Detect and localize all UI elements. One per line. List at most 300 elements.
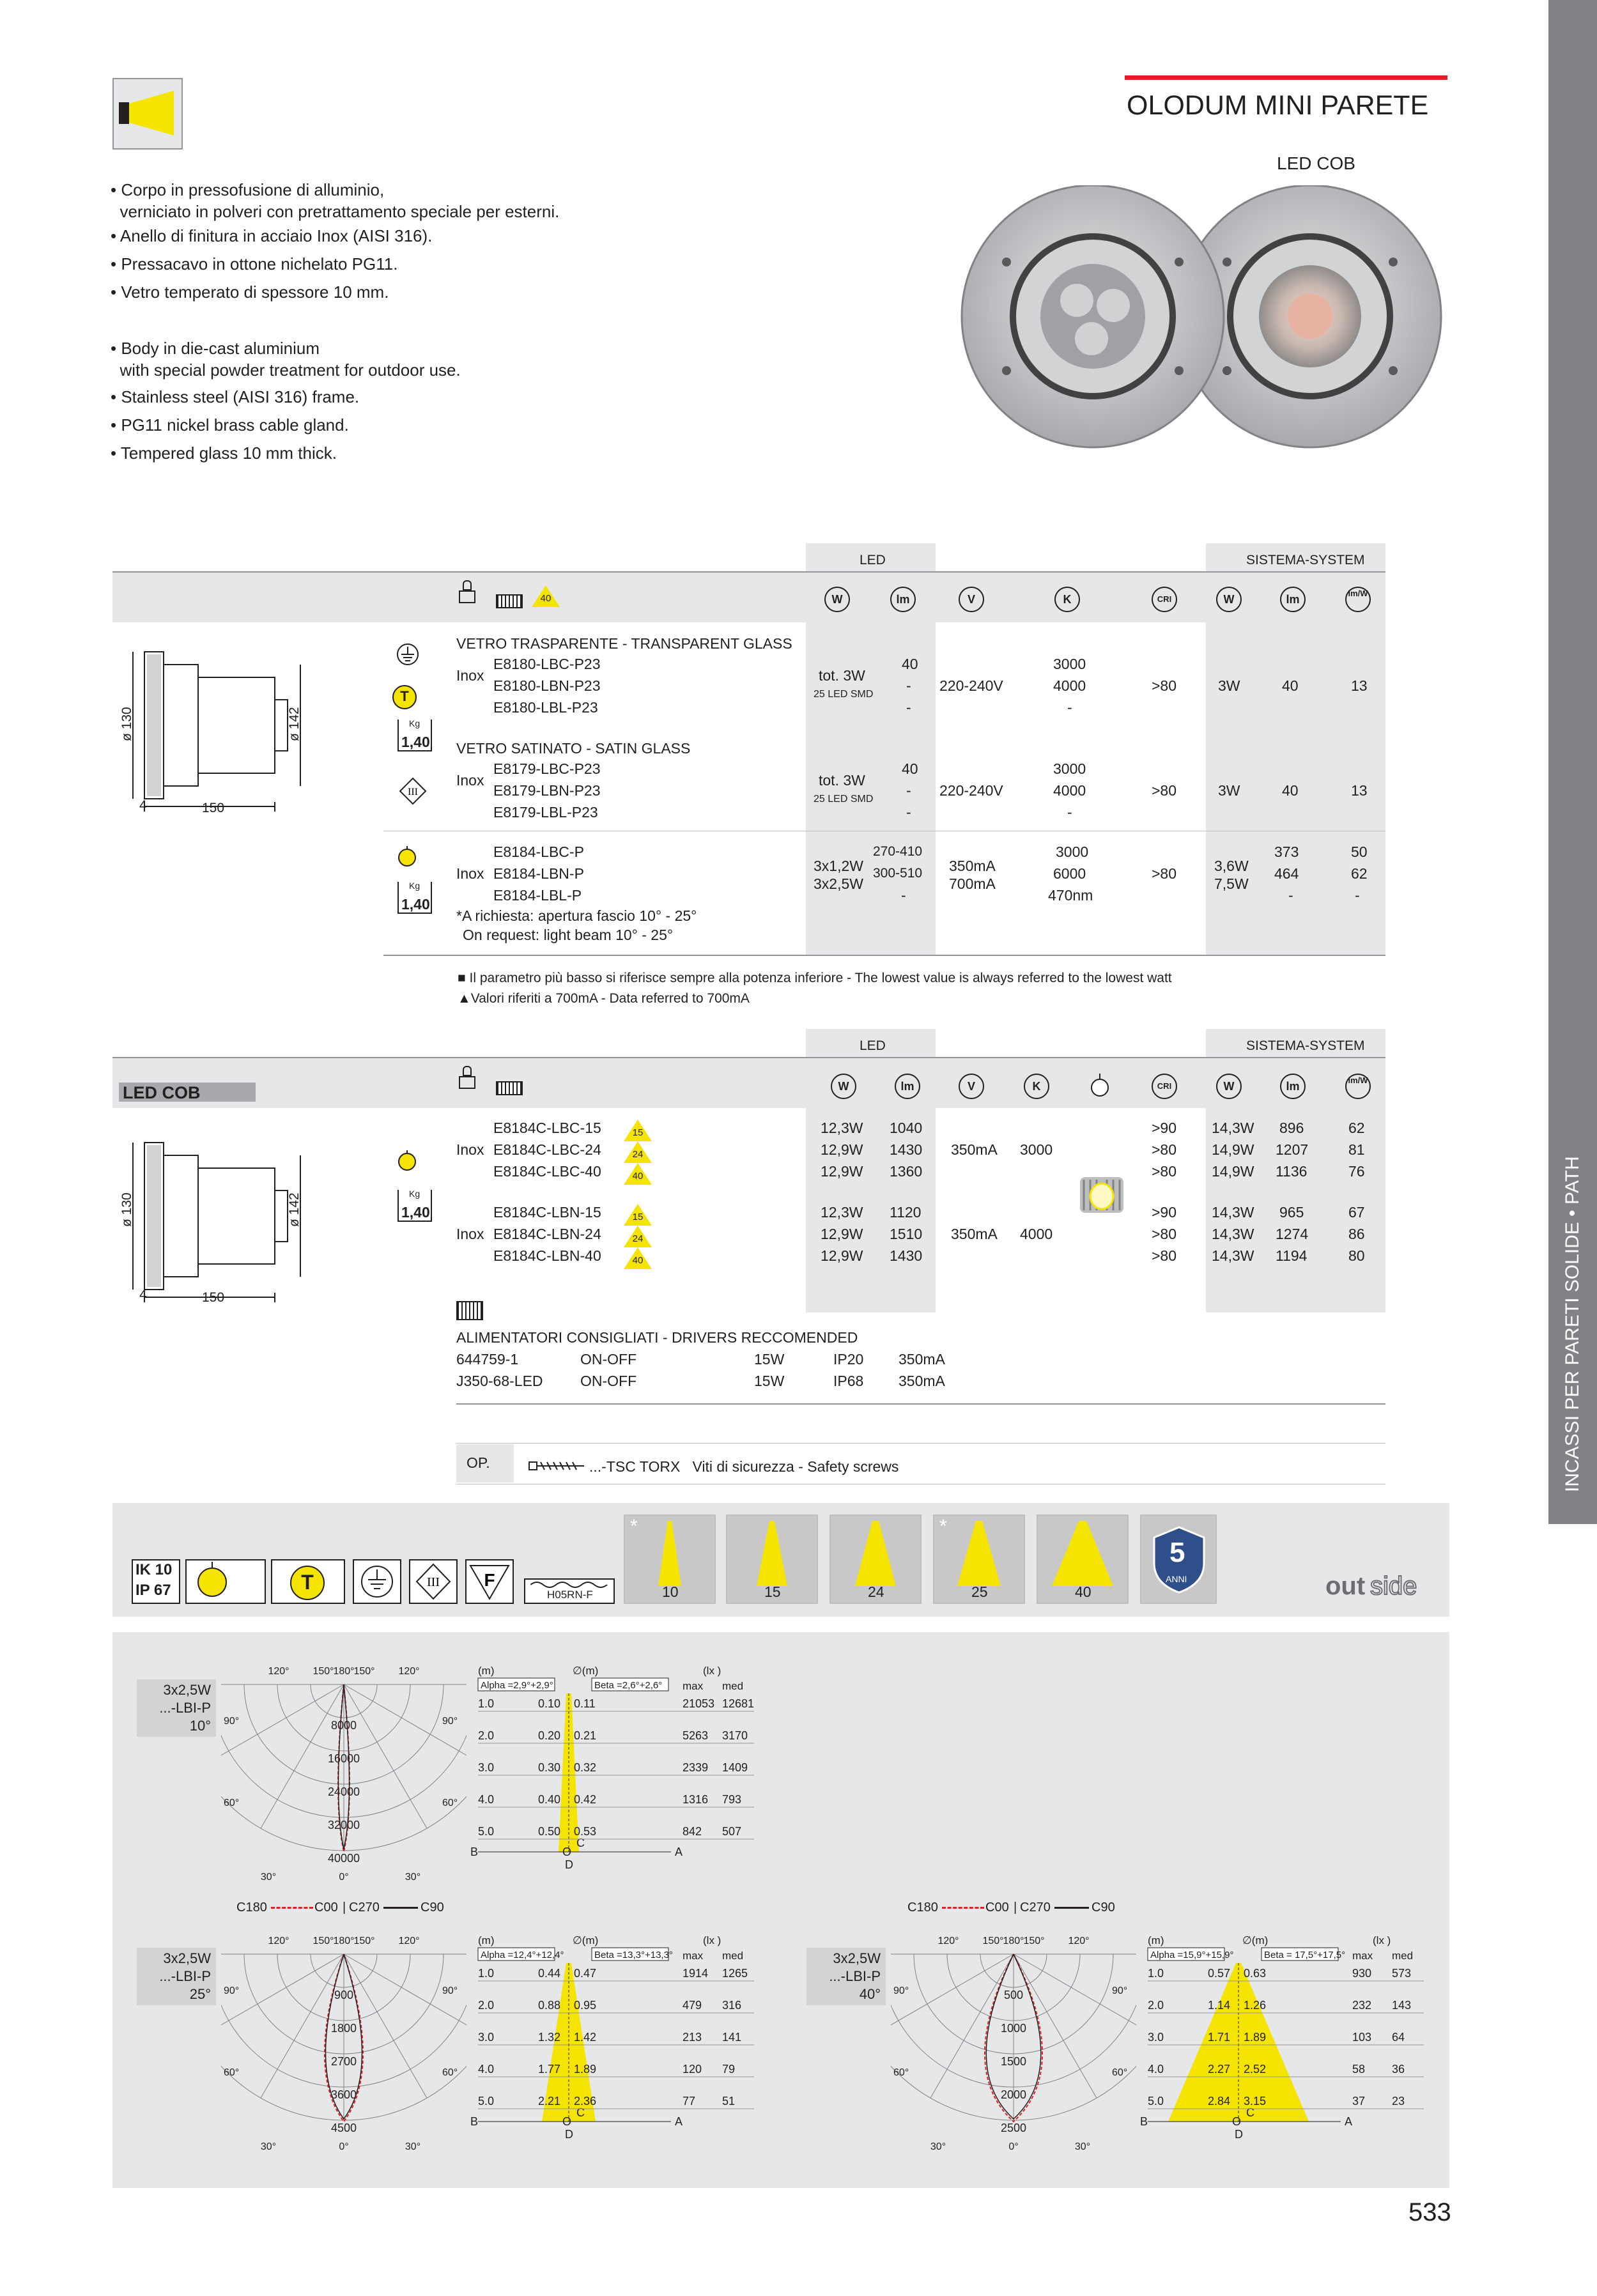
sec3-note-en: On request: light beam 10° - 25° bbox=[463, 927, 674, 943]
weight-value: 1,40 bbox=[401, 734, 430, 750]
dim-depth: 4 bbox=[139, 798, 147, 813]
svg-text:III: III bbox=[427, 1575, 440, 1589]
earth-cert-icon bbox=[353, 1559, 401, 1604]
photo2-label-3: 25° bbox=[189, 1986, 211, 2002]
sec2-voltage: 220-240V bbox=[939, 782, 1003, 799]
cone-row-d1: 1.14 bbox=[1208, 1999, 1231, 2012]
driver-2-code: J350-68-LED bbox=[456, 1373, 543, 1389]
polar-tick-label: 4500 bbox=[330, 2122, 357, 2134]
sec1-lm-3: - bbox=[906, 699, 911, 716]
feature-it-4: • Pressacavo in ottone nichelato PG11. bbox=[111, 254, 398, 274]
sec2-title: VETRO SATINATO - SATIN GLASS bbox=[456, 740, 691, 757]
t2a-k: 3000 bbox=[1020, 1141, 1053, 1158]
cone-row-m: 5.0 bbox=[1148, 2095, 1164, 2107]
cone-header-lx: (lx ) bbox=[703, 1665, 721, 1677]
t2-weight-value: 1,40 bbox=[401, 1204, 430, 1221]
driver-1-ma: 350mA bbox=[899, 1351, 945, 1368]
polar-angle-label: 0° bbox=[1008, 2141, 1019, 2152]
cone-header-m: (m) bbox=[478, 1665, 495, 1677]
polar-spoke bbox=[891, 1954, 1014, 2037]
cone-row-d2: 2.36 bbox=[574, 2095, 597, 2107]
cone-row-med: 1409 bbox=[722, 1761, 748, 1774]
cone-row-d2: 1.26 bbox=[1244, 1999, 1267, 2012]
sec3-sys-lmw-3: - bbox=[1355, 887, 1360, 904]
outside-logo-out: out bbox=[1325, 1572, 1366, 1600]
t2a-cri-1: >90 bbox=[1152, 1120, 1177, 1136]
sec3-sys-lm-1: 373 bbox=[1274, 844, 1299, 860]
alpha-label: Alpha =12,4°+12,4° bbox=[481, 1950, 564, 1961]
sec3-code-3: E8184-LBL-P bbox=[493, 887, 582, 904]
feature-it-2: verniciato in polveri con pretrattamento speciale per esterni. bbox=[111, 202, 560, 221]
ik-rating: IK 10 bbox=[135, 1561, 173, 1578]
t2a-slmw-3: 76 bbox=[1348, 1163, 1365, 1180]
driver-1-mode: ON-OFF bbox=[580, 1351, 637, 1368]
cone-row-med: 316 bbox=[722, 1999, 742, 2012]
feature-en-4: • PG11 nickel brass cable gland. bbox=[111, 415, 349, 435]
cone-row-max: 21053 bbox=[683, 1697, 715, 1710]
col-sys-lm-icon: lm bbox=[1280, 587, 1306, 612]
cone-row-max: 232 bbox=[1352, 1999, 1372, 2012]
cone-header-max: max bbox=[1352, 1950, 1373, 1962]
sec3-sys-w-2: 7,5W bbox=[1214, 875, 1249, 892]
t2-col-sys-w-icon: W bbox=[1216, 1074, 1242, 1099]
cone-row-max: 58 bbox=[1352, 2063, 1366, 2076]
cone-header-med: med bbox=[722, 1680, 744, 1692]
outside-logo bbox=[1325, 1571, 1428, 1604]
polar-tick-label: 1000 bbox=[1000, 2022, 1027, 2035]
cone-label-d: D bbox=[565, 2128, 573, 2141]
polar-angle-label: 60° bbox=[893, 2067, 909, 2078]
col-w-icon: W bbox=[824, 587, 850, 612]
t2a-w-3: 12,9W bbox=[821, 1163, 863, 1180]
warranty-label: ANNI bbox=[1166, 1574, 1187, 1584]
beam-icon-15 bbox=[726, 1514, 818, 1604]
warranty-years: 5 bbox=[1169, 1537, 1185, 1568]
sec3-power-2: 3x2,5W bbox=[814, 875, 863, 892]
driver-2-ma: 350mA bbox=[899, 1373, 945, 1389]
sec1-sys-w: 3W bbox=[1218, 677, 1240, 694]
cone-row-m: 4.0 bbox=[478, 2063, 495, 2076]
t2-col-w-icon: W bbox=[831, 1074, 856, 1099]
polar-tick-label: 40000 bbox=[327, 1852, 360, 1865]
cone-row-max: 842 bbox=[683, 1825, 702, 1838]
cone-chart-1 bbox=[460, 1660, 760, 1884]
cone-header-m: (m) bbox=[1148, 1934, 1164, 1946]
beam-icon-40 bbox=[1037, 1514, 1129, 1604]
polar-tick-label: 24000 bbox=[327, 1785, 360, 1798]
t2b-slm-1: 965 bbox=[1279, 1204, 1304, 1221]
polar-angle-label: 120° bbox=[268, 1936, 289, 1946]
sec1-lm-1: 40 bbox=[902, 656, 918, 672]
col-lm-icon: lm bbox=[890, 587, 916, 612]
cone-label-o: O bbox=[562, 2115, 572, 2128]
footnote-1-text: Il parametro più basso si riferisce sempre alla potenza inferiore - The lowest value is always referred to the lowest watt bbox=[469, 971, 1172, 985]
cone-row-d1: 0.40 bbox=[538, 1793, 561, 1806]
t2a-slmw-2: 81 bbox=[1348, 1141, 1365, 1158]
t2a-current: 350mA bbox=[951, 1141, 998, 1158]
t2b-lm-1: 1120 bbox=[890, 1204, 922, 1221]
cone-row-d1: 0.10 bbox=[538, 1697, 561, 1710]
photo3-label-2: ...-LBI-P bbox=[829, 1968, 881, 1984]
legend-c270: C270 bbox=[349, 1900, 380, 1915]
t2a-w-2: 12,9W bbox=[821, 1141, 863, 1158]
cone-row-d2: 0.32 bbox=[574, 1761, 597, 1774]
t2-col-sys-lmw-icon: lm/W bbox=[1345, 1074, 1371, 1099]
polar-angle-label: 120° bbox=[937, 1936, 959, 1946]
polar-angle-label: 90° bbox=[442, 1716, 458, 1727]
beam-icon-24 bbox=[829, 1514, 922, 1604]
t2b-current: 350mA bbox=[951, 1226, 998, 1242]
table2-label: LED COB bbox=[123, 1083, 201, 1102]
polar-angle-label: 90° bbox=[442, 1985, 458, 1996]
cone-label-b: B bbox=[470, 1845, 479, 1858]
polar-angle-label: 120° bbox=[398, 1666, 420, 1677]
sec1-finish: Inox bbox=[456, 667, 484, 684]
cone-row-med: 1265 bbox=[722, 1967, 748, 1980]
photo2-label-2: ...-LBI-P bbox=[159, 1968, 211, 1984]
polar-angle-label: 30° bbox=[405, 1872, 421, 1883]
t2a-code-3: E8184C-LBC-40 bbox=[493, 1163, 601, 1180]
t2-col-k-icon: K bbox=[1024, 1074, 1049, 1099]
t2a-code-1: E8184C-LBC-15 bbox=[493, 1120, 601, 1136]
weight-icon bbox=[397, 720, 432, 751]
options-top-rule bbox=[456, 1443, 1385, 1444]
cone-row-max: 479 bbox=[683, 1999, 702, 2012]
legend-c180: C180 bbox=[236, 1900, 267, 1915]
sec3-power-1: 3x1,2W bbox=[814, 858, 863, 874]
polar-tick-label: 8000 bbox=[330, 1719, 357, 1732]
t2a-slmw-1: 62 bbox=[1348, 1120, 1365, 1136]
cone-row-d2: 0.42 bbox=[574, 1793, 597, 1806]
t2b-beam-1-icon bbox=[624, 1204, 652, 1226]
t2-bulb-icon bbox=[397, 1150, 417, 1173]
beta-label: Beta =13,3°+13,3° bbox=[594, 1950, 673, 1961]
bulb-cert-icon bbox=[185, 1559, 266, 1604]
beam-label-40: 40 bbox=[1075, 1583, 1092, 1600]
sec3-sys-lm-3: - bbox=[1288, 887, 1293, 904]
polar-angle-label: 150° bbox=[982, 1936, 1004, 1946]
t2a-slm-3: 1136 bbox=[1276, 1163, 1308, 1180]
cone-row-m: 5.0 bbox=[478, 1825, 495, 1838]
cone-row-m: 1.0 bbox=[1148, 1967, 1164, 1980]
table2-group-led: LED bbox=[860, 1038, 886, 1053]
t2a-lm-2: 1430 bbox=[890, 1141, 923, 1158]
ip-rating: IP 67 bbox=[135, 1582, 171, 1599]
polar-angle-label: 120° bbox=[398, 1936, 420, 1946]
cone-row-m: 4.0 bbox=[478, 1793, 495, 1806]
photo3-label-3: 40° bbox=[859, 1986, 881, 2002]
cone-row-m: 2.0 bbox=[1148, 1999, 1164, 2012]
cone-row-d1: 0.30 bbox=[538, 1761, 561, 1774]
t2a-beam-2-icon bbox=[624, 1141, 652, 1163]
svg-text:*: * bbox=[630, 1516, 638, 1537]
dim2-width: 150 bbox=[202, 1290, 225, 1305]
sec1-code-2: E8180-LBN-P23 bbox=[493, 677, 601, 694]
cone-label-b: B bbox=[1140, 2115, 1148, 2128]
cone-row-d2: 0.53 bbox=[574, 1825, 597, 1838]
sec1-code-1: E8180-LBC-P23 bbox=[493, 656, 601, 672]
t2b-beam-3-icon bbox=[624, 1247, 652, 1269]
cone-row-d1: 2.27 bbox=[1208, 2063, 1231, 2076]
t2-col-lm-icon: lm bbox=[895, 1074, 920, 1099]
polar-angle-label: 120° bbox=[1068, 1936, 1090, 1946]
screw-icon bbox=[528, 1460, 585, 1472]
driver-2-ip: IP68 bbox=[833, 1373, 864, 1389]
cone-header-lx: (lx ) bbox=[703, 1934, 721, 1946]
cone-row-d1: 0.57 bbox=[1208, 1967, 1231, 1980]
polar-angle-label: 30° bbox=[1074, 2141, 1091, 2152]
cone-row-max: 5263 bbox=[683, 1729, 709, 1742]
svg-text:III: III bbox=[408, 787, 418, 797]
sec1-power: tot. 3W bbox=[819, 667, 865, 684]
polar-tick-label: 2000 bbox=[1000, 2088, 1027, 2101]
beam-label-24: 24 bbox=[868, 1583, 884, 1600]
beta-label: Beta = 17,5°+17,5° bbox=[1264, 1950, 1346, 1961]
sec2-k-2: 4000 bbox=[1053, 782, 1086, 799]
feature-en-5: • Tempered glass 10 mm thick. bbox=[111, 443, 337, 463]
sec3-lm-1: 270-410 bbox=[873, 844, 923, 859]
beta-label: Beta =2,6°+2,6° bbox=[594, 1680, 663, 1691]
cone-chart-3 bbox=[1130, 1930, 1430, 2153]
cone-row-m: 2.0 bbox=[478, 1729, 495, 1742]
cone-label-c: C bbox=[576, 1837, 585, 1849]
polar-chart-1 bbox=[221, 1665, 467, 1883]
cone-label-c: C bbox=[576, 2106, 585, 2119]
photo3-label-box bbox=[806, 1948, 886, 2005]
sec3-current-1: 350mA bbox=[949, 858, 996, 874]
t2a-code-2: E8184C-LBC-24 bbox=[493, 1141, 601, 1158]
t2-weight-label: Kg bbox=[409, 1189, 420, 1199]
sec3-k-2: 6000 bbox=[1053, 865, 1086, 882]
cone-header-max: max bbox=[683, 1950, 704, 1962]
polar-tick-label: 1500 bbox=[1000, 2055, 1027, 2068]
sec3-current-2: 700mA bbox=[949, 875, 996, 892]
polar-angle-label: 30° bbox=[260, 2141, 277, 2152]
t2a-beam-3: 40 bbox=[632, 1171, 644, 1182]
sec3-code-1: E8184-LBC-P bbox=[493, 844, 584, 860]
cone-label-o: O bbox=[562, 1845, 572, 1858]
beam-icon-25 bbox=[933, 1514, 1025, 1604]
cone-row-d1: 0.20 bbox=[538, 1729, 561, 1742]
t-cert-icon: T bbox=[271, 1559, 345, 1604]
t2a-beam-2: 24 bbox=[632, 1149, 644, 1160]
cone-row-d2: 0.95 bbox=[574, 1999, 597, 2012]
t2b-w-3: 12,9W bbox=[821, 1247, 863, 1264]
sec1-k-3: - bbox=[1067, 699, 1072, 716]
t2a-sw-3: 14,9W bbox=[1212, 1163, 1254, 1180]
polar-angle-label: 0° bbox=[339, 2141, 349, 2152]
dim2-depth: 4 bbox=[139, 1288, 147, 1302]
polar-angle-label: 150° bbox=[312, 1666, 334, 1677]
weight-icon-2 bbox=[397, 882, 432, 914]
weight-label: Kg bbox=[409, 718, 420, 728]
table2-bottom-rule bbox=[456, 1403, 1385, 1405]
t2b-w-1: 12,3W bbox=[821, 1204, 863, 1221]
cone-label-o: O bbox=[1232, 2115, 1242, 2128]
cone-row-d1: 1.71 bbox=[1208, 2031, 1231, 2044]
polar-angle-label: 150° bbox=[353, 1666, 375, 1677]
sec2-sys-w: 3W bbox=[1218, 782, 1240, 799]
sec3-sys-lmw-2: 62 bbox=[1351, 865, 1368, 882]
svg-text:F: F bbox=[484, 1570, 495, 1590]
page-subtitle: LED COB bbox=[1277, 153, 1355, 173]
col-cri-icon: CRI bbox=[1152, 587, 1177, 612]
t2b-slm-2: 1274 bbox=[1276, 1226, 1309, 1242]
t2a-lm-1: 1040 bbox=[890, 1120, 923, 1136]
sec3-sys-w-1: 3,6W bbox=[1214, 858, 1249, 874]
driver-1-code: 644759-1 bbox=[456, 1351, 519, 1368]
cone-row-max: 213 bbox=[683, 2031, 702, 2044]
sec3-code-2: E8184-LBN-P bbox=[493, 865, 584, 882]
cone-header-d: ∅(m) bbox=[573, 1665, 599, 1677]
page-number: 533 bbox=[1408, 2198, 1451, 2226]
t2b-lm-3: 1430 bbox=[890, 1247, 923, 1264]
cone-row-med: 79 bbox=[722, 2063, 736, 2076]
sec2-power: tot. 3W bbox=[819, 772, 865, 789]
cone-row-d2: 0.21 bbox=[574, 1729, 597, 1742]
polar-angle-label: 30° bbox=[930, 2141, 946, 2152]
polar-angle-label: 60° bbox=[1112, 2067, 1128, 2078]
svg-text:*: * bbox=[939, 1516, 947, 1537]
legend-r-c90: C90 bbox=[1092, 1900, 1115, 1915]
technical-drawing-2 bbox=[115, 1130, 313, 1309]
sec3-lm-3: - bbox=[901, 887, 906, 904]
polar-tick-label: 16000 bbox=[327, 1752, 360, 1765]
polar-angle-label: 180° bbox=[333, 1666, 355, 1677]
photo1-label-1: 3x2,5W bbox=[163, 1682, 211, 1698]
polar-tick-label: 3600 bbox=[330, 2088, 357, 2101]
t-rating-icon: T bbox=[392, 685, 417, 709]
cone-row-d2: 0.47 bbox=[574, 1967, 597, 1980]
weight-value-2: 1,40 bbox=[401, 896, 430, 913]
photo3-label-1: 3x2,5W bbox=[833, 1950, 881, 1966]
sec2-lm-1: 40 bbox=[902, 760, 918, 777]
cone-row-med: 23 bbox=[1392, 2095, 1405, 2107]
t2b-code-3: E8184C-LBN-40 bbox=[493, 1247, 601, 1264]
t2-col-beam-icon bbox=[1090, 1074, 1109, 1099]
photo1-label-box bbox=[137, 1679, 216, 1737]
polar-angle-label: 150° bbox=[1023, 1936, 1045, 1946]
warranty-badge bbox=[1140, 1514, 1217, 1604]
table2-header-bg bbox=[112, 1058, 1385, 1108]
cone-row-m: 4.0 bbox=[1148, 2063, 1164, 2076]
beam-label-10: 10 bbox=[662, 1583, 679, 1600]
t2a-slm-2: 1207 bbox=[1276, 1141, 1309, 1158]
sec1-cri: >80 bbox=[1152, 677, 1177, 694]
driver-1-w: 15W bbox=[754, 1351, 785, 1368]
sec2-power-note: 25 LED SMD bbox=[814, 794, 874, 805]
cone-row-med: 793 bbox=[722, 1793, 742, 1806]
cone-label-d: D bbox=[565, 1858, 573, 1871]
photo2-label-box bbox=[137, 1948, 216, 2005]
sidebar-label: INCASSI PER PARETI SOLIDE • PATH bbox=[1562, 1156, 1583, 1492]
cone-row-med: 64 bbox=[1392, 2031, 1405, 2044]
footnote-2: ▲Valori riferiti a 700mA - Data referred to 700mA bbox=[458, 991, 750, 1006]
t2b-cri-2: >80 bbox=[1152, 1226, 1177, 1242]
table1-led-count: 40 bbox=[540, 593, 552, 604]
cone-row-max: 37 bbox=[1352, 2095, 1366, 2107]
technical-drawing-1 bbox=[115, 639, 313, 818]
cone-row-med: 143 bbox=[1392, 1999, 1412, 2012]
t2a-lm-3: 1360 bbox=[890, 1163, 923, 1180]
sec2-sys-lmw: 13 bbox=[1351, 782, 1368, 799]
cone-label-b: B bbox=[470, 2115, 479, 2128]
beam-icon-10 bbox=[624, 1514, 716, 1604]
cable-type: H05RN-F bbox=[547, 1589, 593, 1601]
table1-top-rule bbox=[112, 571, 1385, 573]
polar-angle-label: 180° bbox=[333, 1936, 355, 1946]
feature-en-2: with special powder treatment for outdoor use. bbox=[111, 360, 461, 380]
polar-tick-label: 32000 bbox=[327, 1819, 360, 1831]
polar-angle-label: 60° bbox=[224, 2067, 240, 2078]
table1-group-system: SISTEMA-SYSTEM bbox=[1246, 553, 1365, 567]
dim-width: 150 bbox=[202, 801, 225, 815]
sec2-lm-3: - bbox=[906, 804, 911, 821]
cone-row-d2: 1.42 bbox=[574, 2031, 597, 2044]
sec3-sys-lm-2: 464 bbox=[1274, 865, 1299, 882]
feature-it-5: • Vetro temperato di spessore 10 mm. bbox=[111, 282, 389, 302]
sec1-k-1: 3000 bbox=[1053, 656, 1086, 672]
sec1-title: VETRO TRASPARENTE - TRANSPARENT GLASS bbox=[456, 635, 792, 652]
cone-row-d1: 1.77 bbox=[538, 2063, 561, 2076]
cone-label-d: D bbox=[1235, 2128, 1243, 2141]
t2-weight-icon bbox=[397, 1190, 432, 1222]
t2b-lm-2: 1510 bbox=[890, 1226, 923, 1242]
t2b-k: 4000 bbox=[1020, 1226, 1053, 1242]
polar-chart-2 bbox=[221, 1935, 467, 2152]
sec2-code-2: E8179-LBN-P23 bbox=[493, 782, 601, 799]
t2b-sw-2: 14,3W bbox=[1212, 1226, 1254, 1242]
col-k-icon: K bbox=[1054, 587, 1080, 612]
table2-led-array-icon bbox=[496, 1081, 523, 1095]
beam-label-15: 15 bbox=[764, 1583, 781, 1600]
cone-header-d: ∅(m) bbox=[1242, 1934, 1269, 1946]
class3-icon bbox=[399, 777, 427, 805]
t2b-code-1: E8184C-LBN-15 bbox=[493, 1204, 601, 1221]
driver-1-ip: IP20 bbox=[833, 1351, 864, 1368]
t2b-slmw-3: 80 bbox=[1348, 1247, 1365, 1264]
t2a-beam-1: 15 bbox=[632, 1127, 644, 1138]
polar-angle-label: 120° bbox=[268, 1666, 289, 1677]
options-text: ...-TSC TORX Viti di sicurezza - Safety screws bbox=[589, 1458, 899, 1475]
sec3-k-1: 3000 bbox=[1056, 844, 1089, 860]
polar-angle-label: 60° bbox=[442, 2067, 458, 2078]
polar-chart-3 bbox=[891, 1935, 1136, 2152]
cone-row-d2: 1.89 bbox=[574, 2063, 597, 2076]
cone-row-max: 2339 bbox=[683, 1761, 709, 1774]
polar-angle-label: 150° bbox=[312, 1936, 334, 1946]
table1-bottom-rule bbox=[383, 955, 1385, 956]
sec2-finish: Inox bbox=[456, 772, 484, 789]
sec2-code-1: E8179-LBC-P23 bbox=[493, 760, 601, 777]
legend-r-c180: C180 bbox=[907, 1900, 938, 1915]
polar-angle-label: 0° bbox=[339, 1872, 349, 1883]
cone-row-m: 1.0 bbox=[478, 1967, 495, 1980]
options-label: OP. bbox=[467, 1454, 490, 1471]
sec1-lm-2: - bbox=[906, 677, 911, 694]
cone-row-m: 5.0 bbox=[478, 2095, 495, 2107]
col-sys-w-icon: W bbox=[1216, 587, 1242, 612]
sec2-code-3: E8179-LBL-P23 bbox=[493, 804, 598, 821]
t2b-slm-3: 1194 bbox=[1276, 1247, 1308, 1264]
cob-module-image bbox=[1076, 1171, 1127, 1219]
polar-angle-label: 180° bbox=[1003, 1936, 1024, 1946]
polar-angle-label: 90° bbox=[893, 1985, 909, 1996]
polar-angle-label: 30° bbox=[405, 2141, 421, 2152]
photo2-label-1: 3x2,5W bbox=[163, 1950, 211, 1966]
sec2-lm-2: - bbox=[906, 782, 911, 799]
driver-icon bbox=[456, 1301, 483, 1320]
